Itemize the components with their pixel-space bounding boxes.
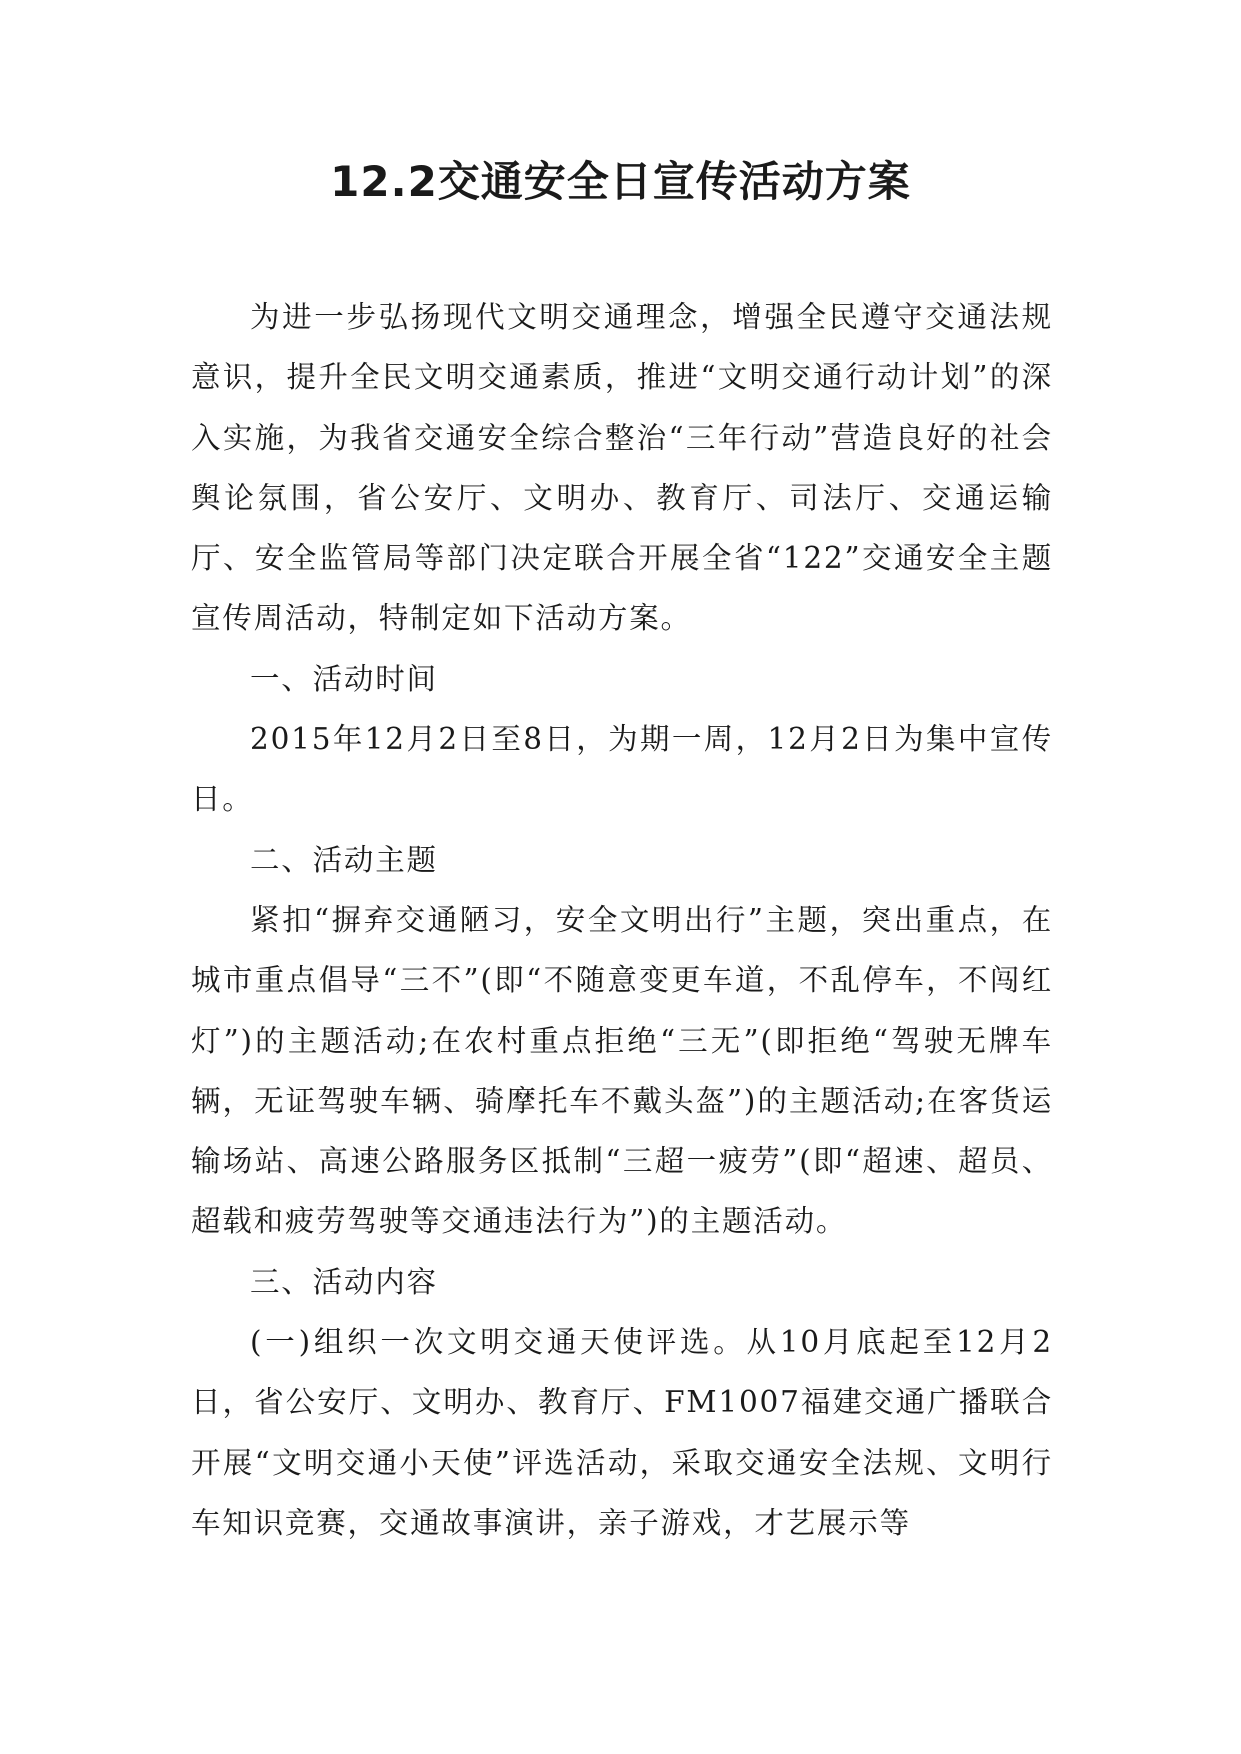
content-paragraph: (一)组织一次文明交通天使评选。从10月底起至12月2日，省公安厅、文明办、教育厅、FM1007福建交通广播联合开展“文明交通小天使”评选活动，采取交通安全法规、文明行车知识竞赛，交通故事演讲，亲子游戏，才艺展示等: [191, 1325, 1053, 1540]
intro-paragraph: 为进一步弘扬现代文明交通理念，增强全民遵守交通法规意识，提升全民文明交通素质，推进“文明交通行动计划”的深入实施，为我省交通安全综合整治“三年行动”营造良好的社会舆论氛围，省公安厅、文明办、教育厅、司法厅、交通运输厅、安全监管局等部门决定联合开展全省“122”交通安全主题宣传周活动，特制定如下活动方案。: [191, 300, 1053, 636]
time-paragraph: 2015年12月2日至8日，为期一周，12月2日为集中宣传日。: [191, 722, 1053, 817]
document-body: [191, 287, 1053, 1553]
section-heading-time: 一、活动时间: [250, 661, 438, 696]
document-title: 12.2交通安全日宣传活动方案: [330, 157, 911, 206]
section-heading-theme: 二、活动主题: [250, 842, 438, 877]
section-heading-content: 三、活动内容: [250, 1264, 438, 1299]
theme-paragraph: 紧扣“摒弃交通陋习，安全文明出行”主题，突出重点，在城市重点倡导“三不”(即“不随意变更车道，不乱停车，不闯红灯”)的主题活动;在农村重点拒绝“三无”(即拒绝“驾驶无牌车辆，无证驾驶车辆、骑摩托车不戴头盔”)的主题活动;在客货运输场站、高速公路服务区抵制“三超一疲劳”(即“超速、超员、超载和疲劳驾驶等交通违法行为”)的主题活动。: [191, 902, 1053, 1239]
